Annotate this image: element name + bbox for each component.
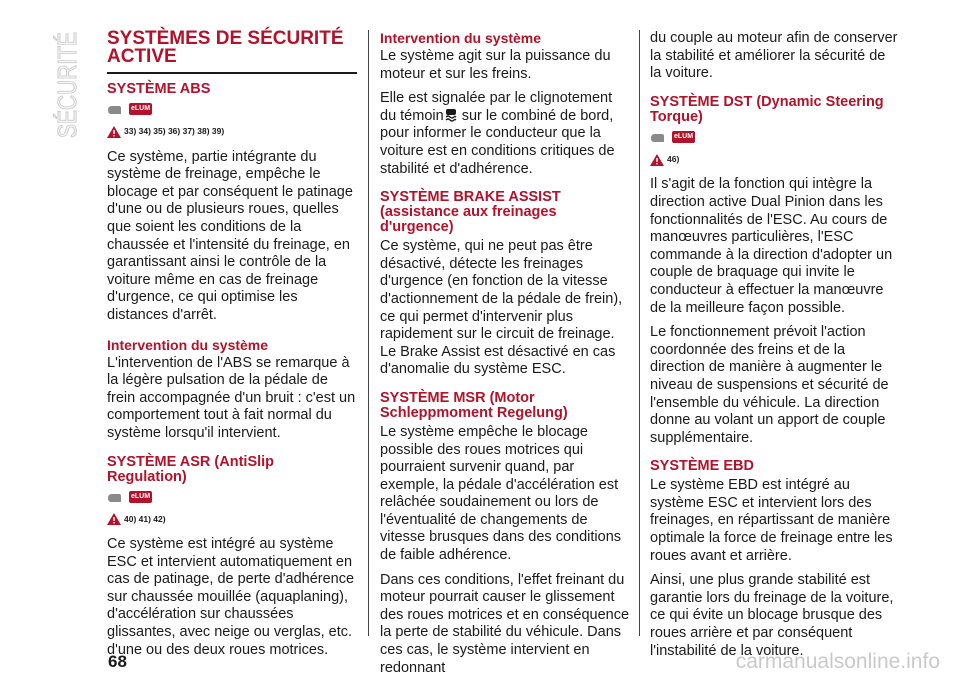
- msr-p1: Le système empêche le blocage possible des roues motrices qui pourraient survenir quand, par exemple, la pédale d'accélération est relâchée soudainement ou lors de l'éventualité de changements de vitesse brusques dans des conditions de faible adhérence.: [380, 423, 622, 564]
- warning-refs-text: 33) 34) 35) 36) 37) 38) 39): [124, 126, 225, 136]
- column-3: [650, 30, 900, 667]
- asr-body: Ce système est intégré au système ESC et intervient automatiquement en cas de patinage, de perte d'adhérence sur chaussée mouillée (aquaplaning), d'accélération sur chaussées glissantes, avec neige ou verglas, etc. d'une ou des deux roues motrices.: [107, 536, 355, 658]
- elum-indicator: [107, 101, 357, 117]
- intervention-p2: [380, 90, 630, 178]
- abs-heading: SYSTÈME ABS: [107, 81, 211, 97]
- intervention-p2-start: Elle est signalée par le clignotement du témoin: [380, 90, 613, 124]
- abs-body: Ce système, partie intégrante du système de freinage, empêche le blocage et par conséquent le patinage d'une ou de plusieurs roues, quelles que soient les conditions de la chaussée et l'intensité du freinage, en garantissant ainsi le contrôle de la voiture même en cas de freinage d'urgence, ce qui optimise les distances d'arrêt.: [107, 148, 353, 323]
- intervention-p2-end: sur le combiné de bord, pour informer le conducteur que la voiture est en conditions critiques de stabilité et d'adhérence.: [380, 107, 615, 177]
- hand-pointer-icon: [107, 490, 127, 504]
- esc-warning-light-icon: [444, 108, 458, 122]
- asr-heading: SYSTÈME ASR (AntiSlip Regulation): [107, 453, 275, 485]
- column-1: [107, 30, 357, 666]
- ebd-heading: SYSTÈME EBD: [650, 458, 754, 475]
- warning-triangle-icon: [107, 513, 121, 525]
- elum-badge: eLUM: [672, 131, 695, 143]
- brake-assist-heading: SYSTÈME BRAKE ASSIST (assistance aux freinages d'urgence): [380, 189, 561, 236]
- elum-indicator: [107, 489, 357, 505]
- hand-pointer-icon: [107, 102, 127, 116]
- intervention-heading: Intervention du système: [107, 336, 269, 353]
- brake-assist-body: Ce système, qui ne peut pas être désactivé, détecte les freinages d'urgence (en fonction de la vitesse d'actionnement de la pédale de frein), ce qui permet d'intervenir plus rapidement sur le circuit de freinage. Le Brake Assist est désactivé en cas d'anomalie du système ESC.: [380, 238, 623, 378]
- elum-badge: eLUM: [129, 103, 152, 115]
- msr-p2: Dans ces conditions, l'effet freinant du moteur pourrait causer le glissement des roues motrices et en conséquence la perte de stabilité du véhicule. Dans ces cas, le système intervient en redonnant: [380, 571, 630, 676]
- column-divider: [368, 30, 369, 636]
- column-divider: [639, 30, 640, 636]
- intervention-heading: Intervention du système: [380, 30, 542, 46]
- watermark: carmanualsonline.info: [735, 650, 940, 673]
- elum-indicator: [650, 129, 900, 145]
- intervention-body: L'intervention de l'ABS se remarque à la légère pulsation de la pédale de frein accompagnée d'un bruit : c'est un comportement tout à fait normal du système lorsqu'il intervient.: [107, 354, 356, 441]
- dst-p1: Il s'agit de la fonction qui intègre la direction active Dual Pinion dans les fonctionnalités de l'ESC. Au cours de manœuvres particulières, l'ESC commande à la direction d'adopter un couple de braquage qui invite le conducteur à effectuer la manœuvre de la meilleure façon possible.: [650, 176, 893, 316]
- column-2: [380, 30, 630, 684]
- intervention-p1: Le système agit sur la puissance du moteur et sur les freins.: [380, 48, 611, 82]
- dst-heading: SYSTÈME DST (Dynamic Steering Torque): [650, 93, 884, 125]
- warning-refs: [650, 151, 900, 169]
- warning-triangle-icon: [107, 126, 121, 138]
- dst-p2: Le fonctionnement prévoit l'action coordonnée des freins et de la direction de manière à augmenter le niveau de suspensions et sécurité de l'ensemble du véhicule. La direction donne au volant un apport de couple supplémentaire.: [650, 324, 889, 446]
- warning-refs-text: 40) 41) 42): [124, 513, 166, 524]
- page-number: 68: [108, 652, 127, 671]
- ebd-p1: Le système EBD est intégré au système ESC et intervient lors des freinages, en répartissant de manière optimale la force de freinage entre les roues avant et arrière.: [650, 477, 893, 564]
- warning-refs: [107, 123, 357, 141]
- elum-badge: eLUM: [129, 491, 152, 503]
- section-tab: [48, 30, 88, 140]
- section-tab-label-svg: [48, 30, 88, 140]
- msr-heading: SYSTÈME MSR (Motor Schleppmoment Regelung): [380, 389, 568, 421]
- page-title: SYSTÈMES DE SÉCURITÉ ACTIVE: [107, 28, 344, 67]
- msr-continuation: du couple au moteur afin de conserver la stabilité et améliorer la sécurité de la voiture.: [650, 30, 898, 82]
- title-divider: [107, 72, 357, 74]
- section-tab-label: SÉCURITÉ: [52, 30, 82, 138]
- hand-pointer-icon: [650, 130, 670, 144]
- warning-refs: [107, 511, 357, 529]
- warning-refs-text: 46): [667, 153, 680, 164]
- ebd-p2: Ainsi, une plus grande stabilité est garantie lors du freinage de la voiture, ce qui évite un blocage brusque des roues arrière et par conséquent l'instabilité de la voiture.: [650, 572, 894, 659]
- warning-triangle-icon: [650, 154, 664, 166]
